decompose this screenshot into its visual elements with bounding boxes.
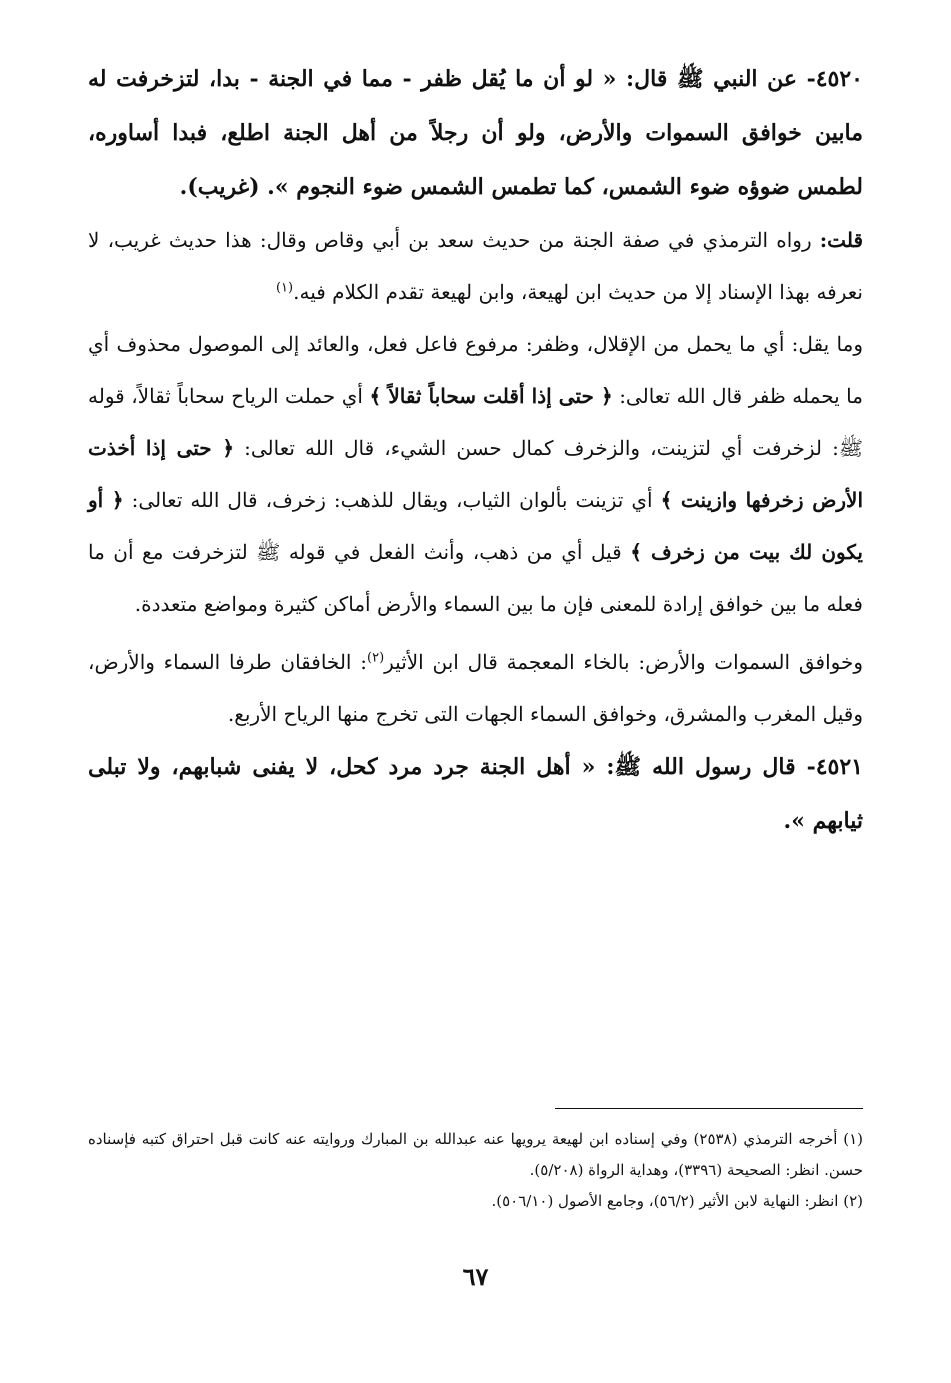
- quran-quote-3: ﴿ أو يكون لك بيت من زخرف ﴾: [88, 488, 863, 564]
- footnotes: [88, 1124, 863, 1217]
- hadith-4520-text: ٤٥٢٠- عن النبي ﷺ قال: « لو أن ما يُقل ظفر - مما في الجنة - بدا، لتزخرفت له مابين خوافق السموات والأرض، ولو أن رجلاً من أهل الجنة اطلع، فبدا أساوره، لطمس ضوؤه ضوء الشمس، كما تطمس الشمس ضوء النجوم ». (غريب).: [88, 66, 863, 200]
- page-number: ٦٧: [462, 1262, 489, 1291]
- commentary-2-part-4: قيل أي من ذهب، وأنث الفعل في قوله ﷺ لتزخرفت مع أن ما فعله ما بين خوافق إرادة للمعنى فإن ما بين السماء والأرض أماكن كثيرة ومواضع متعددة.: [88, 540, 863, 616]
- commentary-2-part-1: وما يقل: أي ما يحمل من الإقلال، وظفر: مرفوع فاعل فعل، والعائد إلى الموصول محذوف أي ما يحمله ظفر قال الله تعالى:: [88, 332, 863, 408]
- quran-quote-1: ﴿ حتى إذا أقلت سحاباً ثقالاً ﴾: [369, 384, 613, 408]
- footnote-ref-2[interactable]: (٢): [367, 650, 385, 666]
- commentary-lead: قلت:: [819, 228, 863, 252]
- commentary-2-part-2: أي حملت الرياح سحاباً ثقالاً، قوله ﷺ: لزخرفت أي لتزينت، والزخرف كمال حسن الشيء، قال الله تعالى:: [88, 384, 863, 460]
- footnote-2: (٢) انظر: النهاية لابن الأثير (٥٦/٢)، وجامع الأصول (٥٠٦/١٠).: [491, 1192, 863, 1210]
- hadith-4520: [88, 52, 863, 214]
- commentary-paragraph-2: [88, 318, 863, 630]
- commentary-3-part-2: : الخافقان طرفا السماء والأرض، وقيل المغرب والمشرق، وخوافق السماء الجهات التى تخرج منها الرياح الأربع.: [88, 650, 863, 726]
- commentary-paragraph-1: [88, 214, 863, 318]
- commentary-paragraph-3: [88, 636, 863, 740]
- footnote-separator: [555, 1108, 863, 1109]
- commentary-2-part-3: أي تزينت بألوان الثياب، ويقال للذهب: زخرف، قال الله تعالى:: [123, 488, 661, 512]
- hadith-4521: [88, 740, 863, 848]
- quran-quote-2: ﴿ حتى إذا أخذت الأرض زخرفها وازينت ﴾: [88, 436, 864, 512]
- main-text: [88, 52, 863, 848]
- hadith-4521-text: ٤٥٢١- قال رسول الله ﷺ: « أهل الجنة جرد مرد كحل، لا يفنى شبابهم، ولا تبلى ثيابهم ».: [88, 754, 863, 834]
- commentary-1-text: رواه الترمذي في صفة الجنة من حديث سعد بن أبي وقاص وقال: هذا حديث غريب، لا نعرفه بهذا الإسناد إلا من حديث ابن لهيعة، وابن لهيعة تقدم الكلام فيه.: [88, 228, 863, 304]
- footnote-1: (١) أخرجه الترمذي (٢٥٣٨) وفي إسناده ابن لهيعة يرويها عنه عبدالله بن المبارك وروايته عنه كانت قبل احتراق كتبه فإسناده حسن. انظر: الصحيحة (٣٣٩٦)، وهداية الرواة (٥/٢٠٨).: [88, 1130, 863, 1179]
- footnote-ref-1[interactable]: (١): [275, 280, 294, 296]
- commentary-3-part-1: وخوافق السموات والأرض: بالخاء المعجمة قال ابن الأثير: [384, 650, 863, 674]
